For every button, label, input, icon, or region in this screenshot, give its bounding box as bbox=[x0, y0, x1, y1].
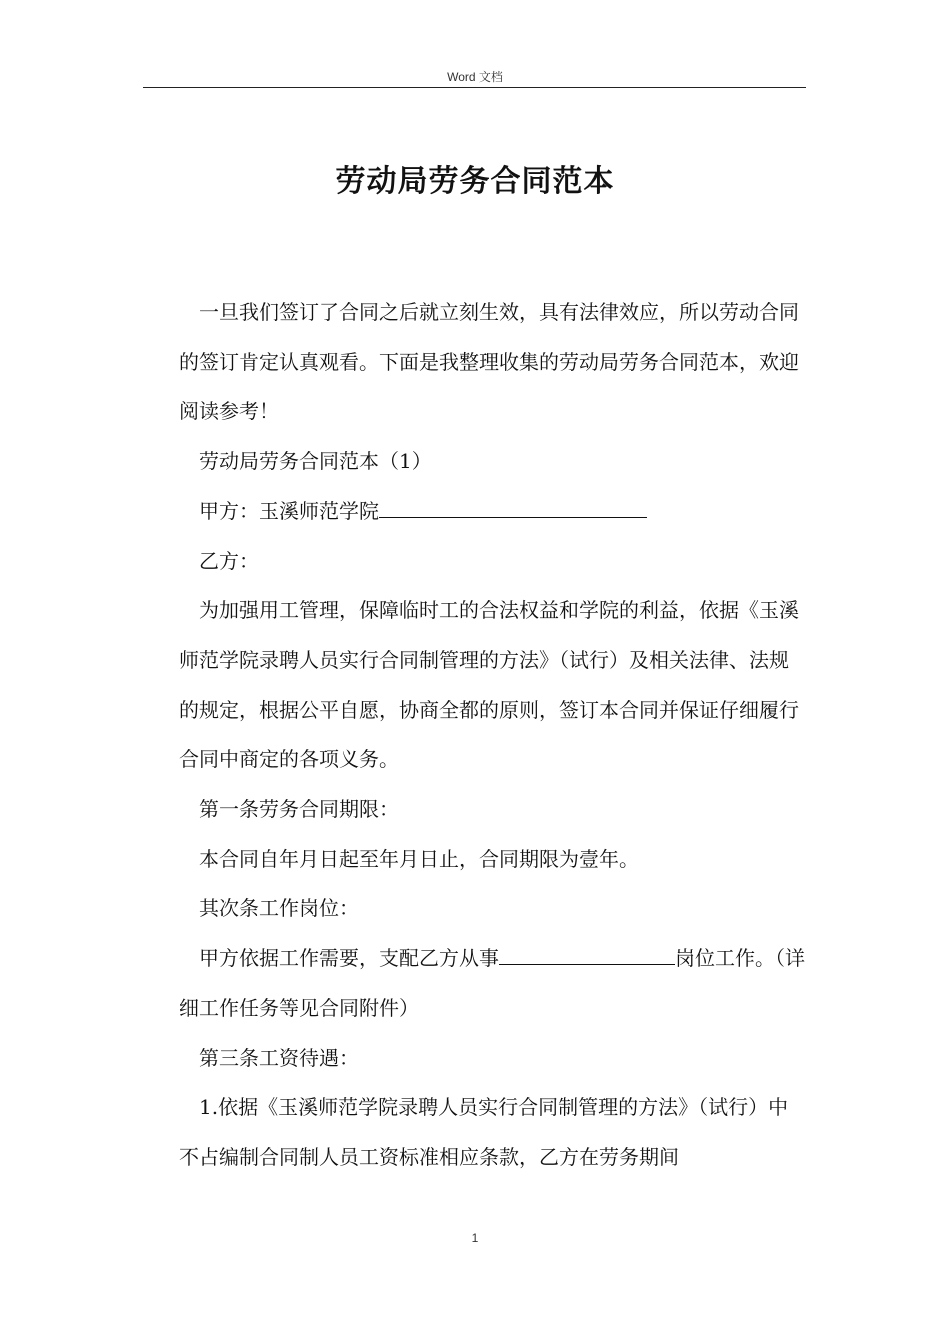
party-a-text: 甲方：玉溪师范学院 bbox=[199, 498, 379, 523]
article2-body bbox=[179, 934, 807, 1033]
party-b-line: 乙方： bbox=[199, 548, 259, 573]
page-header: Word 文档 bbox=[447, 70, 503, 84]
position-blank bbox=[499, 942, 675, 965]
document-body bbox=[179, 288, 807, 1183]
preamble-paragraph: 为加强用工管理，保障临时工的合法权益和学院的利益，依据《玉溪师范学院录聘人员实行合同制管理的方法》（试行）及相关法律、法规的规定，根据公平自愿，协商全都的原则，签订本合同并保证仔细履行合同中商定的各项义务。 bbox=[179, 598, 799, 772]
article3-item1: 1.依据《玉溪师范学院录聘人员实行合同制管理的方法》（试行）中不占编制合同制人员工资标准相应条款，乙方在劳务期间 bbox=[179, 1095, 789, 1169]
intro-paragraph: 一旦我们签订了合同之后就立刻生效，具有法律效应，所以劳动合同的签订肯定认真观看。下面是我整理收集的劳动局劳务合同范本，欢迎阅读参考！ bbox=[179, 300, 799, 424]
party-a-blank bbox=[379, 495, 647, 518]
article2-body-before: 甲方依据工作需要，支配乙方从事 bbox=[199, 946, 499, 971]
section-heading: 劳动局劳务合同范本（1） bbox=[199, 449, 432, 474]
header-rule bbox=[143, 87, 806, 88]
article2-body-after: 岗位工作。（详细工作任务等见合同附件） bbox=[179, 946, 805, 1020]
document-title: 劳动局劳务合同范本 bbox=[335, 164, 615, 199]
article1-title: 第一条劳务合同期限： bbox=[199, 797, 399, 822]
article3-title: 第三条工资待遇： bbox=[199, 1045, 359, 1070]
article1-body: 本合同自年月日起至年月日止，合同期限为壹年。 bbox=[199, 846, 639, 871]
page-number: 1 bbox=[471, 1231, 479, 1245]
party-a-line bbox=[179, 487, 807, 537]
article2-title: 其次条工作岗位： bbox=[199, 896, 359, 921]
